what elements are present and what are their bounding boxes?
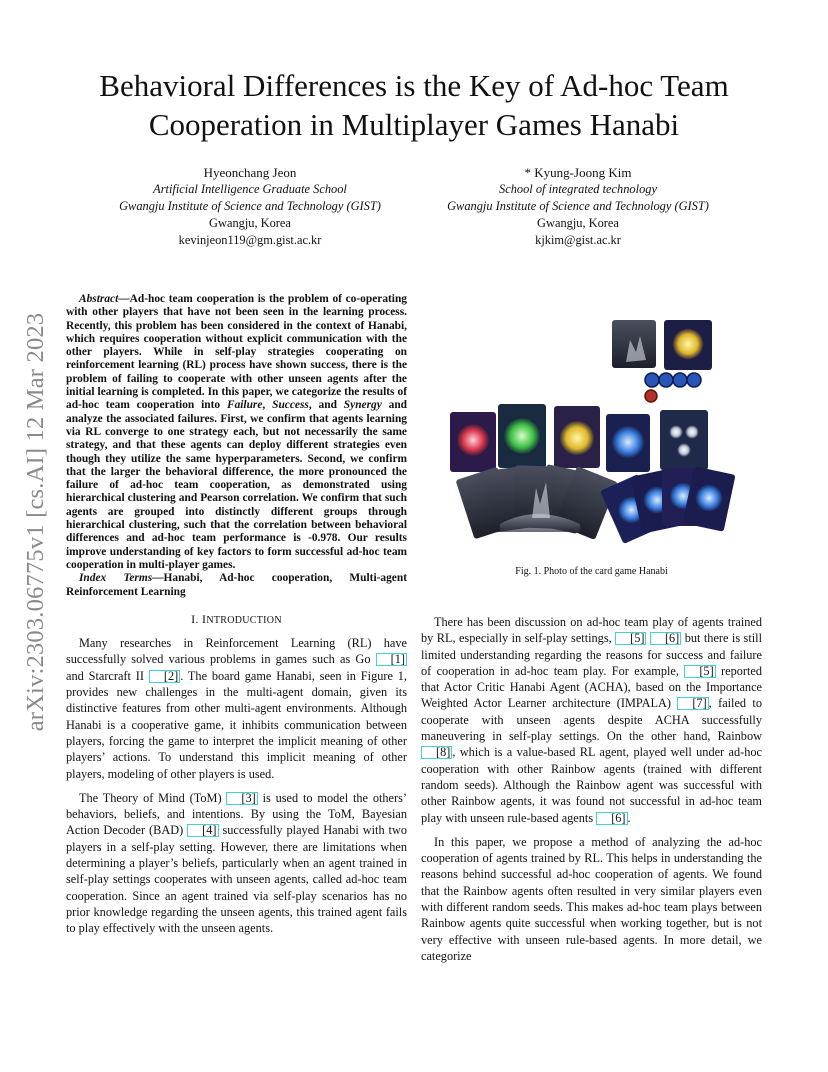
citation-link[interactable]: [7] [677,697,708,710]
author-institute: Gwangju Institute of Science and Technology (GIST) [447,199,709,213]
body-paragraph-2: In this paper, we propose a method of analyzing the ad-hoc cooperation of agents trained by RL. This helps in understanding the reasons behind successful ad-hoc cooperation of agents. We found that the Rainbow agents often resulted in very similar players even with different random seeds. This makes ad-hoc team plays between Rainbow agents quite successful when working together, but is not very effective with unseen rule-based agents. In more detail, we categorize [421,834,762,963]
author-email[interactable]: kjkim@gist.ac.kr [535,233,621,247]
hanabi-cards-illustration [440,312,744,548]
citation-link[interactable]: [1] [376,653,407,666]
author-name: Hyeonchang Jeon [203,165,297,180]
citation-link[interactable]: [6] [650,632,681,645]
author-affiliation: School of integrated technology [499,182,657,196]
abstract-label: Abstract [79,293,119,305]
citation-link[interactable]: [4] [187,824,218,837]
figure-caption: Fig. 1. Photo of the card game Hanabi [515,566,668,577]
author-affiliation: Artificial Intelligence Graduate School [153,182,347,196]
author-email[interactable]: kevinjeon119@gm.gist.ac.kr [178,233,322,247]
figure-1-hanabi-photo [440,312,744,548]
author-block-2 [413,164,743,249]
index-terms: Index Terms—Hanabi, Ad-hoc cooperation, Multi-agent Reinforcement Learning [66,572,407,598]
intro-paragraph-2: The Theory of Mind (ToM) [3] is used to model the others’ behaviors, beliefs, and intentions. By using the ToM, Bayesian Action Decoder (BAD) [4] successfully played Hanabi with two players in a self-play setting. However, there are limitations when determining a player’s beliefs, particularly when an agent trained in self-play settings cooperates with unseen agents, called ad-hoc team cooperation. Since an agent trained via self-play scenarios has no prior knowledge regarding the unseen agents, this trained agent fails to play effectively with the unseen agents. [66,790,407,936]
arxiv-id[interactable]: arXiv:2303.06775v1 [cs.AI] 12 Mar 2023 [22,312,49,732]
paper-title [60,66,768,144]
citation-link[interactable]: [2] [149,670,180,683]
citation-link[interactable]: [3] [226,792,257,805]
right-column [421,614,762,964]
author-name: * Kyung-Joong Kim [524,165,632,180]
title-line-1: Behavioral Differences is the Key of Ad-hoc Team [99,68,729,103]
author-location: Gwangju, Korea [537,216,619,230]
citation-link[interactable]: [8] [421,746,452,759]
left-column [66,293,407,936]
intro-paragraph-1: Many researches in Reinforcement Learning (RL) have successfully solved various problems in games such as Go [1] and Starcraft II [2] . The board game Hanabi, seen in Figure 1, provides new challenges in the multi-agent domain, given its distinctive features from other multi-agent environments. Although Hanabi is a cooperative game, it inhibits communication between players, forcing the game to interpret the implicit meaning of other players’ actions. To understand this implicit meaning of other players, modeling of other players is used. [66,636,407,781]
section-heading-introduction: I. INTRODUCTION [191,611,282,626]
abstract: Abstract—Ad-hoc team cooperation is the problem of co-operating with other players that have not been seen in the learning process. Recently, this problem has been considered in the context of Hanabi, which requires cooperation without explicit communication with the other players. While in self-play strategies cooperating on reinforcement learning (RL) process have shown success, there is the problem of failing to cooperate with other unseen agents after the initial learning is completed. In this paper, we categorize the results of ad-hoc team cooperation into Failure, Success, and Synergy and analyze the associated failures. First, we confirm that agents learning via RL converge to one strategy each, but not necessarily the same strategy, and that these agents can deploy different strategies even though they utilize the same hyperparameters. Second, we confirm that the larger the behavioral difference, the more pronounced the failure of ad-hoc team cooperation, as demonstrated using hierarchical clustering and Pearson correlation. We confirm that such agents are grouped into distinctly different groups through hierarchical clustering, such that the correlation between behavioral differences and ad-hoc team performance is -0.978. Our results improve understanding of key factors to form successful ad-hoc team cooperation in multi-player games. [66,293,407,571]
author-location: Gwangju, Korea [209,216,291,230]
body-paragraph-1: There has been discussion on ad-hoc team play of agents trained by RL, especially in self-play settings, [5] [6] but there is still limited understanding regarding the reasons for success and failure of cooperation in ad-hoc team play. For example, [5] reported that Actor Critic Hanabi Agent (ACHA), based on the Importance Weighted Actor Learner architecture (IMPALA) [7] , failed to cooperate with unseen agents despite ACHA successfully maneuvering in self-play settings. On the other hand, Rainbow [8] , which is a value-based RL agent, played well under ad-hoc cooperation with other Rainbow agents (trained with different random seeds). Although the Rainbow agent was successful with other Rainbow agents, it was found not successful in ad-hoc team play with unseen rule-based agents [6] . [421,615,762,825]
author-institute: Gwangju Institute of Science and Technology (GIST) [119,199,381,213]
citation-link[interactable]: [5] [615,632,646,645]
citation-link[interactable]: [6] [596,812,627,825]
author-block-1 [85,164,415,249]
title-line-2: Cooperation in Multiplayer Games Hanabi [148,107,680,142]
citation-link[interactable]: [5] [684,665,715,678]
index-terms-label: Index Terms [79,572,153,585]
